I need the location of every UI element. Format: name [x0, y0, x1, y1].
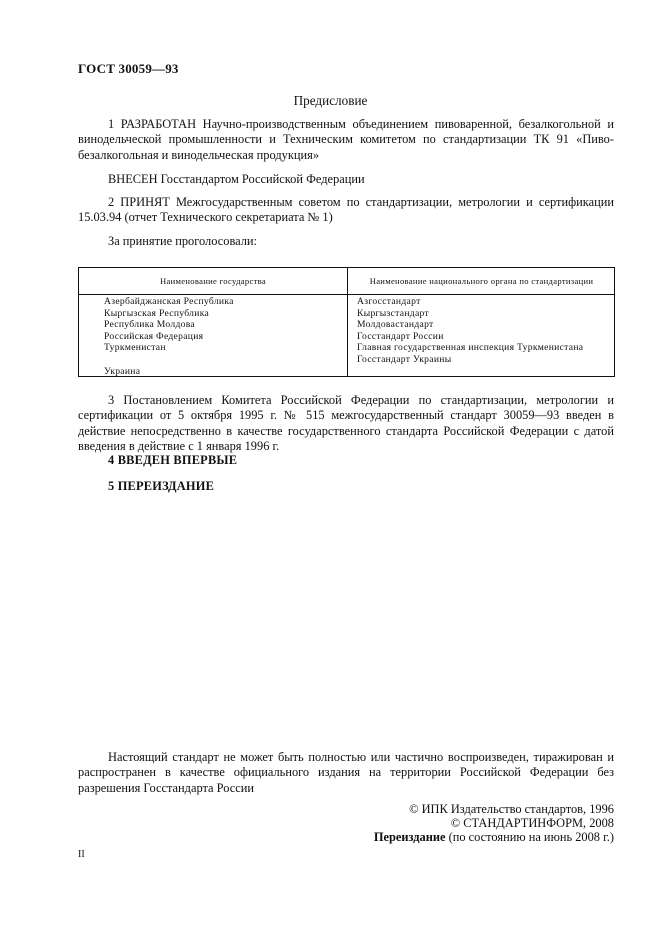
table-cell-body: Госстандарт России [357, 330, 444, 342]
page-number: II [78, 849, 85, 860]
table-column-states [104, 296, 334, 377]
table-cell-body: Главная государственная инспекция Туркменистана [357, 342, 584, 354]
paragraph-adopted: 2 ПРИНЯТ Межгосударственным советом по стандартизации, метрологии и сертификации 15.03.94 (отчет Технического секретариата № 1) [78, 195, 614, 225]
reissue-line [374, 830, 614, 845]
paragraph-voted: За принятие проголосовали: [108, 234, 257, 248]
paragraph-decree: 3 Постановлением Комитета Российской Федерации по стандартизации, метрологии и сертификации от 5 октября 1995 г. № 515 межгосударственный стандарт 30059—93 введен в действие непосредственно в качестве государственного стандарта Российской Федерации с датой введения в действие с 1 января 1996 г. [78, 393, 614, 454]
table-cell-body: Госстандарт Украины [357, 353, 452, 365]
paragraph-developed: 1 РАЗРАБОТАН Научно-производственным объединением пивоваренной, безалкогольной и винодельческой промышленности и Техническим комитетом по стандартизации ТК 91 «Пиво-безалкогольная и винодельческая продукция» [78, 117, 614, 162]
voting-table [78, 267, 615, 377]
table-header-state: Наименование государства [160, 276, 266, 286]
table-column-bodies [357, 296, 607, 366]
paragraph-reissue: 5 ПЕРЕИЗДАНИЕ [108, 479, 215, 493]
table-cell-state: Республика Молдова [104, 319, 195, 331]
copyright-line-2: © СТАНДАРТИНФОРМ, 2008 [450, 816, 614, 830]
table-header-rule [79, 294, 614, 295]
table-cell-body: Азгосстандарт [357, 296, 421, 307]
table-cell-state: Кыргызская Республика [104, 307, 210, 319]
paragraph-introduced-first: 4 ВВЕДЕН ВПЕРВЫЕ [108, 453, 238, 467]
document-header: ГОСТ 30059—93 [78, 61, 179, 76]
copyright-notice: Настоящий стандарт не может быть полностью или частично воспроизведен, тиражирован и распространен в качестве официального издания на территории Российской Федерации без разрешения Госстандарта России [78, 750, 614, 795]
table-cell-body: Молдовастандарт [357, 319, 434, 331]
table-cell-state: Украина [104, 365, 141, 377]
table-header-body: Наименование национального органа по стандартизации [369, 276, 594, 286]
reissue-note: (по состоянию на июнь 2008 г.) [448, 830, 614, 844]
foreword-title: Предисловие [293, 93, 368, 108]
table-cell-body: Кыргызстандарт [357, 307, 429, 319]
copyright-line-1: © ИПК Издательство стандартов, 1996 [409, 802, 614, 816]
table-cell-state: Российская Федерация [104, 330, 204, 342]
table-cell-state: Туркменистан [104, 342, 166, 354]
paragraph-introduced-by: ВНЕСЕН Госстандартом Российской Федерации [108, 172, 365, 186]
table-cell-state: Азербайджанская Республика [104, 296, 234, 307]
reissue-label: Переиздание [373, 830, 446, 844]
